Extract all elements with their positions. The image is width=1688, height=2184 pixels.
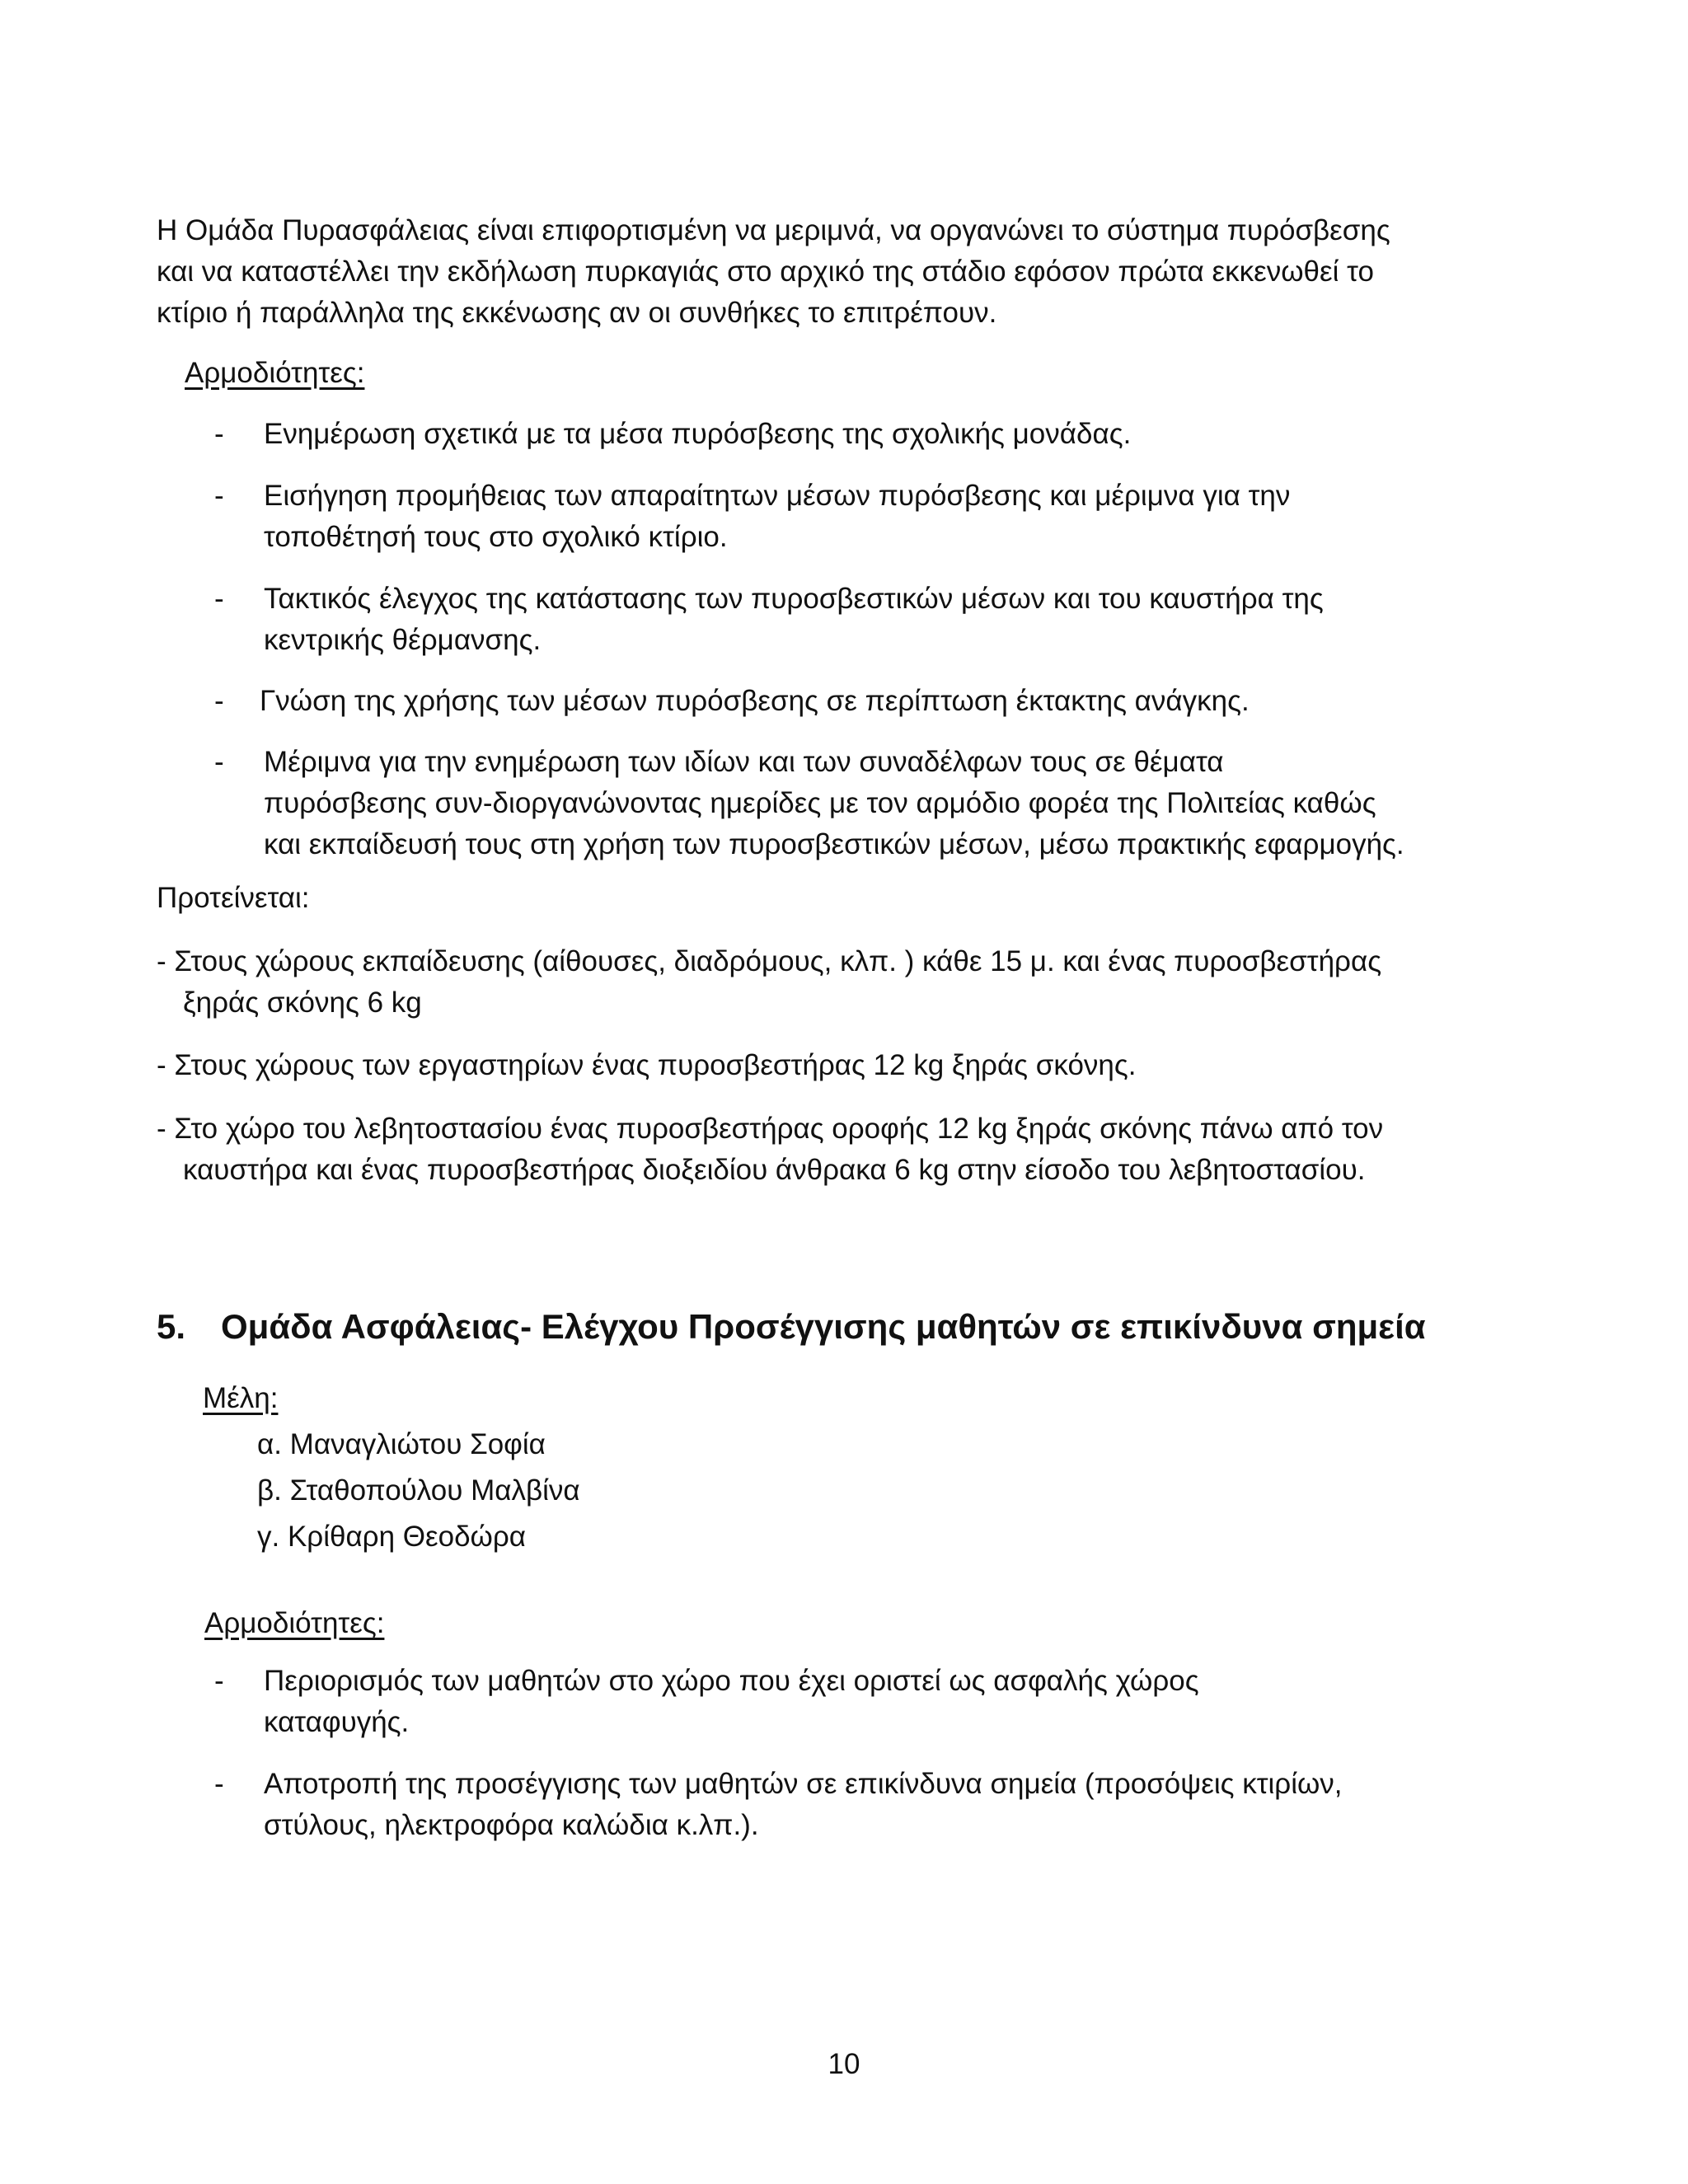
proposed-label: Προτείνεται: [157, 882, 310, 914]
proposal-line: - Στους χώρους εκπαίδευσης (αίθουσες, διαδρόμους, κλπ. ) κάθε 15 μ. και ένας πυροσβεστήρας [157, 945, 1382, 977]
bullet-line: στύλους, ηλεκτροφόρα καλώδια κ.λπ.). [264, 1809, 759, 1841]
proposal-line: καυστήρα και ένας πυροσβεστήρας διοξειδίου άνθρακα 6 kg στην είσοδο του λεβητοστασίου. [183, 1154, 1366, 1186]
page-number: 10 [828, 2048, 860, 2080]
bullet-line: Τακτικός έλεγχος της κατάστασης των πυροσβεστικών μέσων και του καυστήρα της [264, 583, 1324, 615]
proposal-line: - Στο χώρο του λεβητοστασίου ένας πυροσβεστήρας οροφής 12 kg ξηράς σκόνης πάνω από τον [157, 1113, 1384, 1145]
bullet-line: Ενημέρωση σχετικά με τα μέσα πυρόσβεσης της σχολικής μονάδας. [264, 418, 1132, 450]
member-item: γ. Κρίθαρη Θεοδώρα [257, 1521, 527, 1553]
responsibilities-heading: Αρμοδιότητες: [185, 357, 365, 389]
proposal-line: ξηράς σκόνης 6 kg [183, 987, 422, 1019]
bullet-line: Μέριμνα για την ενημέρωση των ιδίων και των συναδέλφων τους σε θέματα [264, 746, 1224, 778]
bullet-dash: - [214, 746, 224, 778]
bullet-line: κεντρικής θέρμανσης. [264, 624, 542, 656]
proposal-item [157, 941, 1517, 1024]
bullet-dash: - [214, 480, 224, 512]
proposal-line: - Στους χώρους των εργαστηρίων ένας πυροσβεστήρας 12 kg ξηράς σκόνης. [157, 1049, 1137, 1081]
proposal-item [157, 1108, 1517, 1191]
section-number: 5. [157, 1307, 186, 1346]
member-item: β. Σταθοπούλου Μαλβίνα [257, 1474, 580, 1507]
bullet-dash: - [214, 1768, 224, 1800]
section-title: Ομάδα Ασφάλειας- Ελέγχου Προσέγγισης μαθητών σε επικίνδυνα σημεία [221, 1307, 1426, 1346]
member-item: α. Μαναγλιώτου Σοφία [257, 1428, 546, 1460]
bullet-dash: - [214, 418, 224, 450]
intro-paragraph [157, 210, 1517, 334]
intro-line: Η Ομάδα Πυρασφάλειας είναι επιφορτισμένη να μεριμνά, να οργανώνει το σύστημα πυρόσβεσης [157, 214, 1390, 246]
bullet-line: και εκπαίδευσή τους στη χρήση των πυροσβεστικών μέσων, μέσω πρακτικής εφαρμογής. [264, 828, 1404, 860]
intro-line: και να καταστέλλει την εκδήλωση πυρκαγιάς στο αρχικό της στάδιο εφόσον πρώτα εκκενωθεί το [157, 255, 1374, 288]
proposal-item [157, 1045, 1517, 1086]
bullet-line: Αποτροπή της προσέγγισης των μαθητών σε επικίνδυνα σημεία (προσόψεις κτιρίων, [264, 1768, 1343, 1800]
bullet-dash: - [214, 583, 224, 615]
bullet-line: Περιορισμός των μαθητών στο χώρο που έχει οριστεί ως ασφαλής χώρος [264, 1665, 1199, 1697]
bullet-line: καταφυγής. [264, 1706, 410, 1738]
bullet-line: πυρόσβεσης συν-διοργανώνοντας ημερίδες με τον αρμόδιο φορέα της Πολιτείας καθώς [264, 787, 1376, 819]
responsibilities-heading: Αρμοδιότητες: [204, 1607, 385, 1639]
members-heading: Μέλη: [203, 1382, 279, 1414]
bullet-line: Εισήγηση προμήθειας των απαραίτητων μέσων πυρόσβεσης και μέριμνα για την [264, 480, 1291, 512]
bullet-dash: - [214, 685, 224, 717]
bullet-dash: - [214, 1665, 224, 1697]
section-heading [157, 1302, 1558, 1352]
intro-line: κτίριο ή παράλληλα της εκκένωσης αν οι συνθήκες το επιτρέπουν. [157, 297, 997, 329]
bullet-line: τοποθέτησή τους στο σχολικό κτίριο. [264, 521, 728, 553]
bullet-line: Γνώση της χρήσης των μέσων πυρόσβεσης σε περίπτωση έκτακτης ανάγκης. [260, 685, 1250, 717]
